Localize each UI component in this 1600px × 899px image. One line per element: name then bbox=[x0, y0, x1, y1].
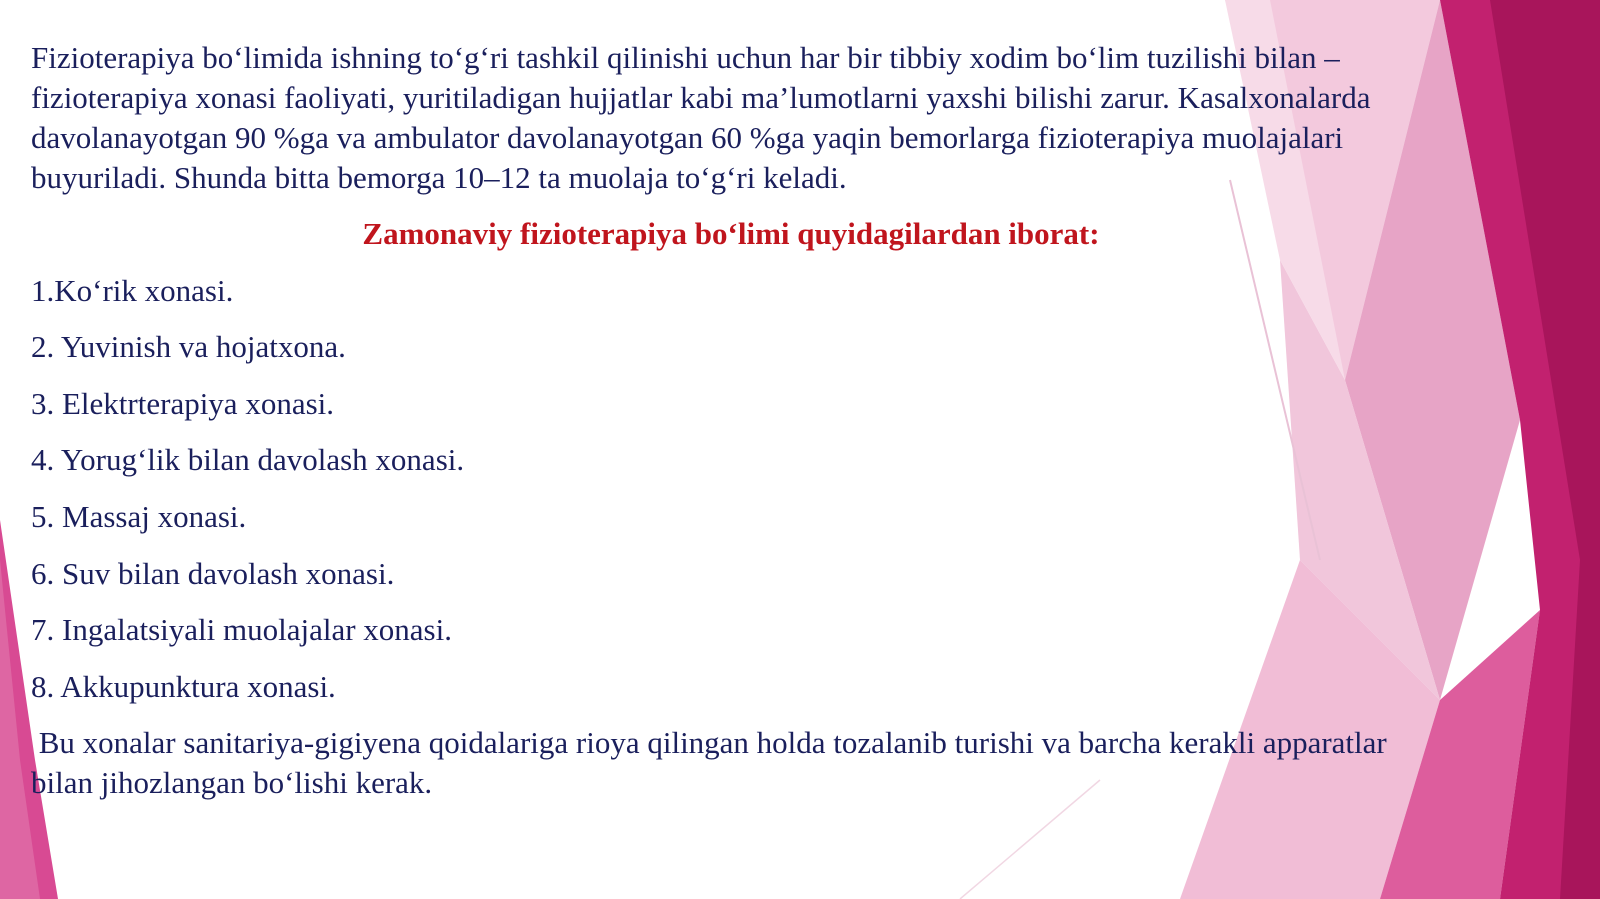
slide-body bbox=[31, 38, 1411, 803]
list-item: 7. Ingalatsiyali muolajalar xonasi. bbox=[31, 612, 452, 648]
list-item: 2. Yuvinish va hojatxona. bbox=[31, 329, 346, 365]
intro-paragraph: Fizioterapiya bo‘limida ishning to‘g‘ri tashkil qilinishi uchun har bir tibbiy xodim bo‘lim tuzilishi bilan – fizioterapiya xonasi faoliyati, yuritiladigan hujjatlar kabi ma’lumotlarni yaxshi bilishi zarur. Kasalxonalarda davolanayotgan 90 %ga va ambulator davolanayotgan 60 %ga yaqin bemorlarga fizioterapiya muolajalari buyuriladi. Shunda bitta bemorga 10–12 ta muolaja to‘g‘ri keladi. bbox=[31, 40, 1371, 195]
list-item: 1.Ko‘rik xonasi. bbox=[31, 272, 234, 308]
list-item: 6. Suv bilan davolash xonasi. bbox=[31, 555, 395, 591]
closing-paragraph: Bu xonalar sanitariya-gigiyena qoidalariga rioya qilingan holda tozalanib turishi va barcha kerakli apparatlar bilan jihozlangan bo‘lishi kerak. bbox=[31, 724, 1395, 800]
list-item: 5. Massaj xonasi. bbox=[31, 498, 247, 534]
room-list bbox=[31, 271, 1411, 707]
list-item: 3. Elektrterapiya xonasi. bbox=[31, 385, 335, 421]
list-item: 8. Akkupunktura xonasi. bbox=[31, 668, 336, 704]
list-item: 4. Yorug‘lik bilan davolash xonasi. bbox=[31, 442, 465, 478]
section-heading: Zamonaviy fizioterapiya bo‘limi quyidagilardan iborat: bbox=[362, 216, 1100, 251]
